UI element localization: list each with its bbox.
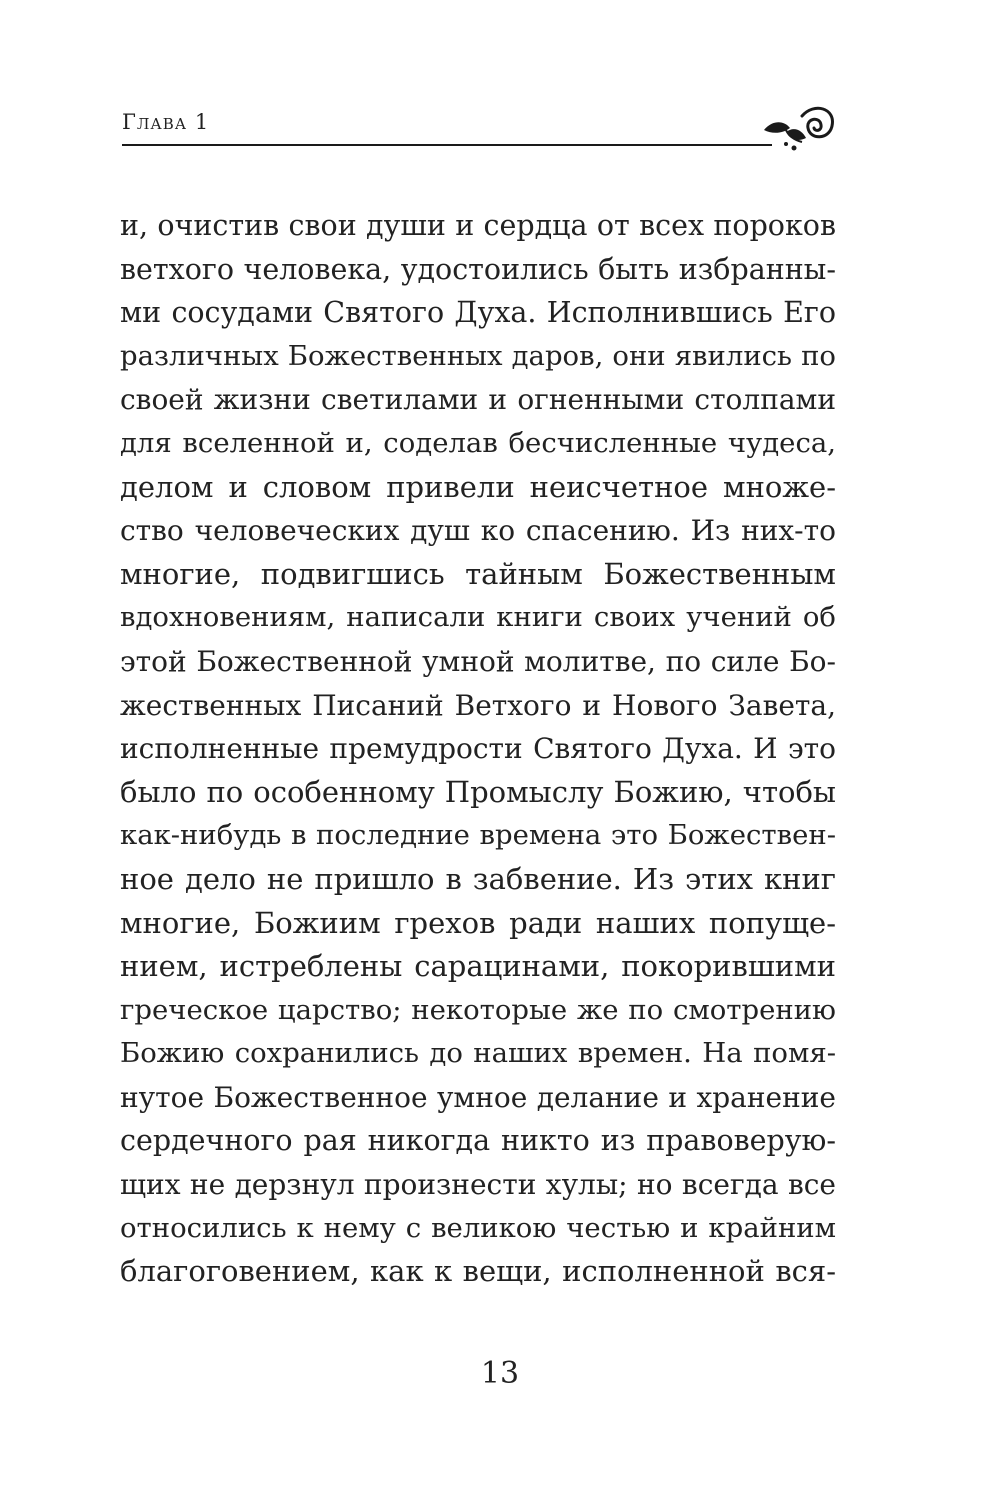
chapter-title: Глава 1 <box>122 110 210 134</box>
text-line: и, очистив свои души и сердца от всех пороков <box>120 209 836 242</box>
text-line: ми сосудами Святого Духа. Исполнившись Его <box>120 296 836 330</box>
text-line: вдохновениям, написали книги своих учений об <box>120 601 836 634</box>
text-line: ветхого человека, удостоились быть избранны- <box>120 252 836 286</box>
text-line: многие, Божиим грехов ради наших попуще- <box>120 905 836 940</box>
text-line: сердечного рая никогда никто из правоверую- <box>120 1124 836 1158</box>
text-line: Божию сохранились до наших времен. На помя- <box>120 1037 836 1070</box>
text-line: как-нибудь в последние времена это Божествен- <box>120 819 836 852</box>
text-line: делом и словом привели неисчетное множе- <box>120 469 836 504</box>
text-line: щих не дерзнул произнести хулы; но всегда все <box>120 1168 836 1202</box>
text-line: относились к нему с великою честью и крайним <box>120 1211 836 1244</box>
text-line: нием, истреблены сарацинами, покорившими <box>120 949 836 984</box>
text-line: жественных Писаний Ветхого и Нового Завета, <box>120 688 836 722</box>
text-line: благоговением, как к вещи, исполненной вся- <box>120 1254 836 1289</box>
text-line: этой Божественной умной молитве, по силе Бо- <box>120 644 836 678</box>
page-number: 13 <box>480 1356 520 1391</box>
text-line: многие, подвигшись тайным Божественным <box>120 556 836 591</box>
swirl-ornament-icon <box>758 100 838 160</box>
text-line: ство человеческих душ ко спасению. Из них-то <box>120 514 836 548</box>
text-line: нутое Божественное умное делание и хранение <box>120 1080 836 1114</box>
text-line: для вселенной и, соделав бесчисленные чудеса, <box>120 426 836 459</box>
text-line: ное дело не пришло в забвение. Из этих книг <box>120 861 836 896</box>
text-line: было по особенному Промыслу Божию, чтобы <box>120 774 836 809</box>
text-line: различных Божественных даров, они явились по <box>120 339 836 372</box>
text-line: исполненные премудрости Святого Духа. И это <box>120 732 836 766</box>
text-line: греческое царство; некоторые же по смотрению <box>120 993 836 1026</box>
header-rule <box>122 144 772 146</box>
text-line: своей жизни светилами и огненными столпами <box>120 383 836 417</box>
body-text <box>120 204 836 1294</box>
running-header <box>122 100 838 160</box>
